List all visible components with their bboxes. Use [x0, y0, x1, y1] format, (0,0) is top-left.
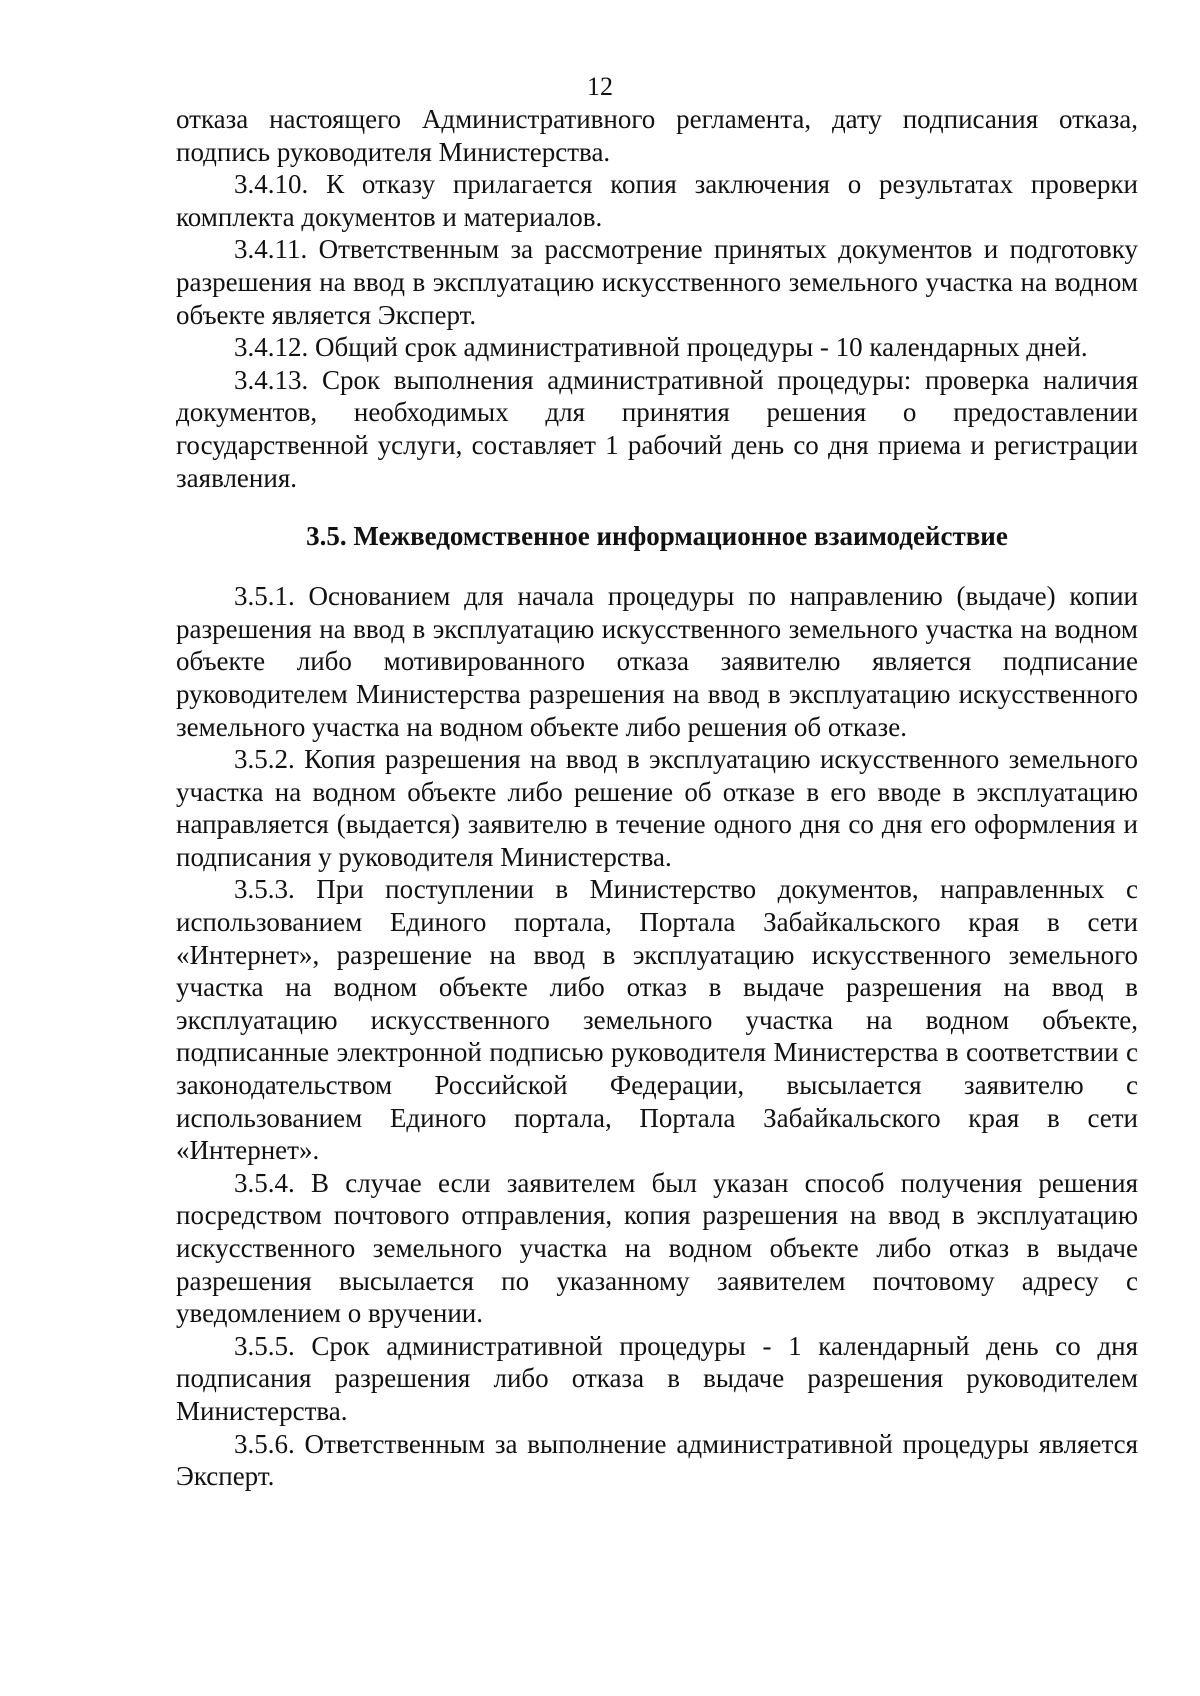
document-body — [176, 103, 1138, 1493]
paragraph-3-5-6: 3.5.6. Ответственным за выполнение административной процедуры является Эксперт. — [176, 1428, 1138, 1492]
paragraph-3-5-4: 3.5.4. В случае если заявителем был указан способ получения решения посредством почтового отправления, копия разрешения на ввод в эксплуатацию искусственного земельного участка на водном объекте либо отказ в выдаче разрешения высылается по указанному заявителем почтовому адресу с уведомлением о вручении. — [176, 1167, 1138, 1329]
paragraph-3-5-3: 3.5.3. При поступлении в Министерство документов, направленных с использованием Единого портала, Портала Забайкальского края в сети «Интернет», разрешение на ввод в эксплуатацию искусственного земельного участка на водном объекте либо отказ в выдаче разрешения на ввод в эксплуатацию искусственного земельного участка на водном объекте, подписанные электронной подписью руководителя Министерства в соответствии с законодательством Российской Федерации, высылается заявителю с использованием Единого портала, Портала Забайкальского края в сети «Интернет». — [176, 874, 1138, 1166]
paragraph-3-4-12: 3.4.12. Общий срок административной процедуры - 10 календарных дней. — [234, 332, 1088, 363]
page-number: 12 — [587, 72, 613, 101]
section-heading-3-5: 3.5. Межведомственное информационное взаимодействие — [306, 521, 1008, 552]
paragraph-3-4-11: 3.4.11. Ответственным за рассмотрение принятых документов и подготовку разрешения на ввод в эксплуатацию искусственного земельного участка на водном объекте является Эксперт. — [176, 234, 1138, 330]
paragraph-continuation: отказа настоящего Административного регламента, дату подписания отказа, подпись руководителя Министерства. — [176, 104, 1138, 167]
paragraph-3-5-1: 3.5.1. Основанием для начала процедуры по направлению (выдаче) копии разрешения на ввод в эксплуатацию искусственного земельного участка на водном объекте либо мотивированного отказа заявителю является подписание руководителем Министерства разрешения на ввод в эксплуатацию искусственного земельного участка на водном объекте либо решения об отказе. — [176, 581, 1138, 742]
paragraph-3-4-10: 3.4.10. К отказу прилагается копия заключения о результатах проверки комплекта документов и материалов. — [176, 169, 1138, 232]
paragraph-3-4-13: 3.4.13. Срок выполнения административной процедуры: проверка наличия документов, необходимых для принятия решения о предоставлении государственной услуги, составляет 1 рабочий день со дня приема и регистрации заявления. — [176, 364, 1138, 493]
paragraph-3-5-5: 3.5.5. Срок административной процедуры - 1 календарный день со дня подписания разрешения либо отказа в выдаче разрешения руководителем Министерства. — [176, 1330, 1138, 1426]
paragraph-3-5-2: 3.5.2. Копия разрешения на ввод в эксплуатацию искусственного земельного участка на водном объекте либо решение об отказе в его вводе в эксплуатацию направляется (выдается) заявителю в течение одного дня со дня его оформления и подписания у руководителя Министерства. — [176, 744, 1138, 872]
